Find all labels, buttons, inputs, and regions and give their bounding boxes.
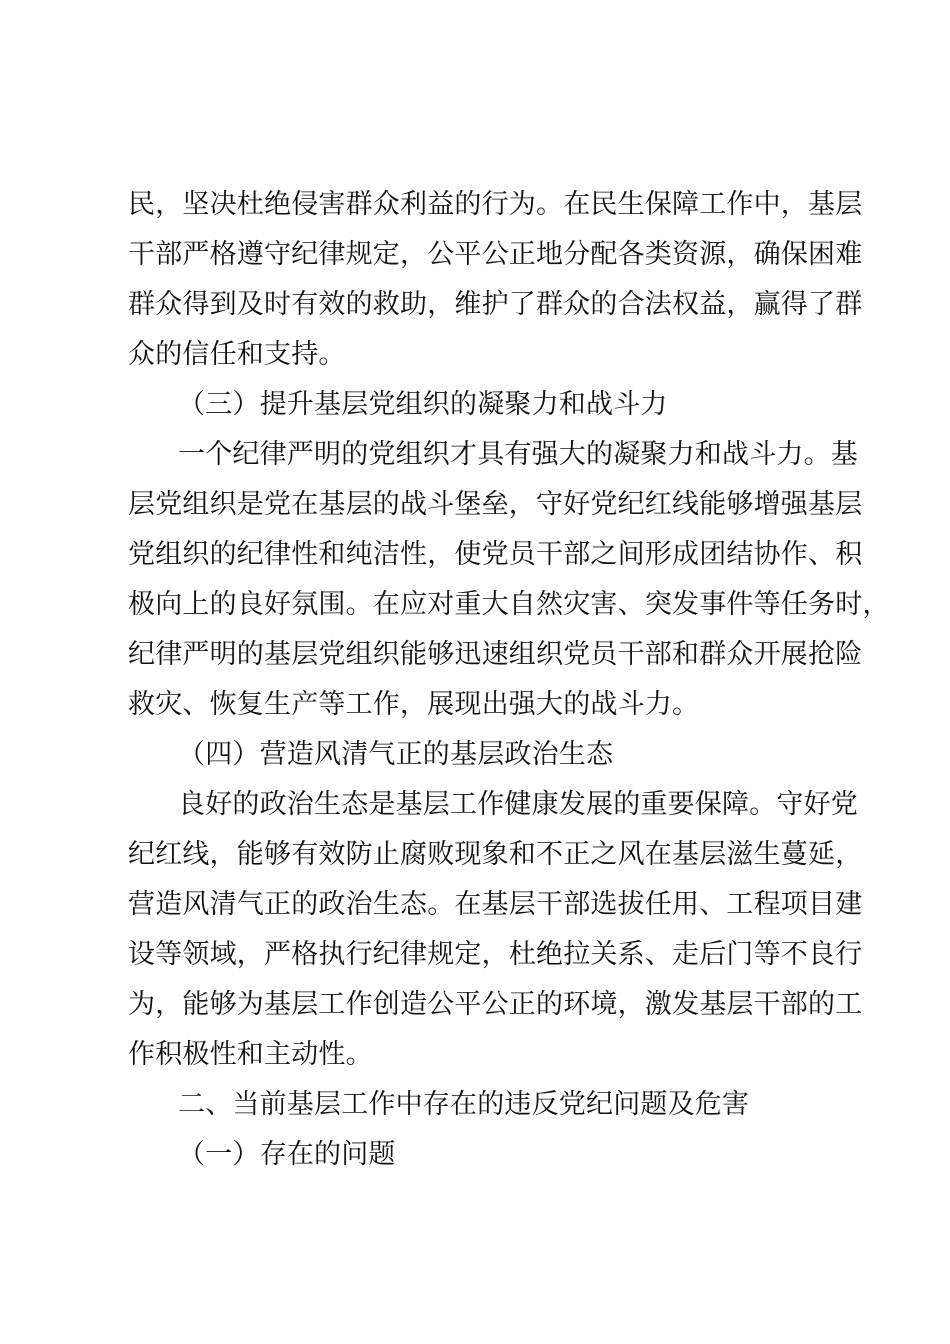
body-text-line: 良好的政治生态是基层工作健康发展的重要保障。守好党 xyxy=(178,789,858,820)
body-text-line: 一个纪律严明的党组织才具有强大的凝聚力和战斗力。基 xyxy=(178,439,858,470)
body-text-line: 纪律严明的基层党组织能够迅速组织党员干部和群众开展抢险 xyxy=(128,639,863,670)
body-text-line: 为，能够为基层工作创造公平公正的环境，激发基层干部的工 xyxy=(128,989,863,1020)
body-text-line: 党组织的纪律性和纯洁性，使党员干部之间形成团结协作、积 xyxy=(128,539,863,570)
body-text-line: 设等领域，严格执行纪律规定，杜绝拉关系、走后门等不良行 xyxy=(128,939,863,970)
section-heading: （三）提升基层党组织的凝聚力和战斗力 xyxy=(178,389,668,420)
body-text-line: 作积极性和主动性。 xyxy=(128,1039,373,1070)
body-text-line: 层党组织是党在基层的战斗堡垒，守好党纪红线能够增强基层 xyxy=(128,489,863,520)
body-text-line: 民，坚决杜绝侵害群众利益的行为。在民生保障工作中，基层 xyxy=(128,189,863,220)
body-text-line: 干部严格遵守纪律规定，公平公正地分配各类资源，确保困难 xyxy=(128,239,863,270)
body-text-line: 救灾、恢复生产等工作，展现出强大的战斗力。 xyxy=(128,689,700,720)
body-text-line: 众的信任和支持。 xyxy=(128,339,346,370)
section-heading: （四）营造风清气正的基层政治生态 xyxy=(178,739,614,770)
body-text-line: 群众得到及时有效的救助，维护了群众的合法权益，赢得了群 xyxy=(128,289,863,320)
body-text-line: 纪红线，能够有效防止腐败现象和不正之风在基层滋生蔓延， xyxy=(128,839,863,870)
chapter-heading: 二、当前基层工作中存在的违反党纪问题及危害 xyxy=(178,1089,750,1120)
body-text-line: 营造风清气正的政治生态。在基层干部选拔任用、工程项目建 xyxy=(128,889,863,920)
body-text-line: 极向上的良好氛围。在应对重大自然灾害、突发事件等任务时， xyxy=(128,589,890,620)
section-heading: （一）存在的问题 xyxy=(178,1139,396,1170)
